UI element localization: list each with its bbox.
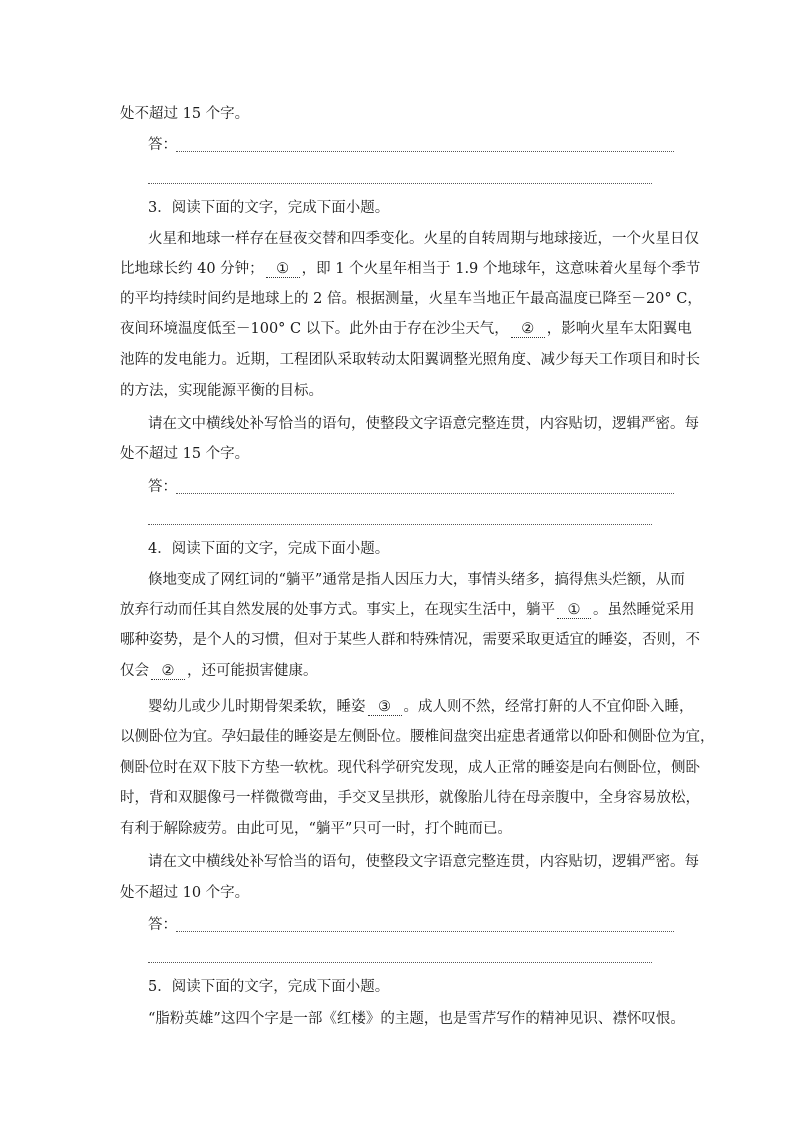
q4-instruction: 处不超过 10 个字。 <box>120 885 250 901</box>
q5-title: 5．阅读下面的文字，完成下面小题。 <box>148 979 390 995</box>
q3-blank-1[interactable]: ① <box>266 261 300 278</box>
q4-para-line <box>120 661 676 681</box>
q3-answer-line-1[interactable] <box>176 493 674 494</box>
q3-blank-2[interactable]: ② <box>511 321 545 338</box>
q2-answer-line-1[interactable] <box>176 151 674 152</box>
q3-para-line: 的方法，实现能源平衡的目标。 <box>120 383 323 399</box>
q3-para-line <box>120 259 701 279</box>
q4-para2-line: 时，背和双腿像弓一样微微弯曲，手交叉呈拱形，就像胎儿待在母亲腹中，全身容易放松， <box>120 790 700 806</box>
q4-blank-2[interactable]: ② <box>151 663 185 680</box>
q3-instruction: 处不超过 15 个字。 <box>120 446 250 462</box>
q3-text: ，即 1 个火星年相当于 1.9 个地球年，这意味着火星每个季节 <box>301 261 701 277</box>
q4-text: 。成人则不然，经常打鼾的人不宜仰卧入睡， <box>403 699 694 715</box>
q3-title: 3．阅读下面的文字，完成下面小题。 <box>148 200 390 216</box>
q4-para2-line <box>148 697 694 717</box>
q3-text: 比地球长约 40 分钟； <box>120 261 264 277</box>
q3-para-line: 火星和地球一样存在昼夜交替和四季变化。火星的自转周期与地球接近，一个火星日仅 <box>148 231 699 247</box>
q4-blank-1[interactable]: ① <box>557 602 591 619</box>
q3-para-line <box>120 319 692 339</box>
q4-title: 4．阅读下面的文字，完成下面小题。 <box>148 541 390 557</box>
q2-answer-line-2[interactable] <box>148 183 652 184</box>
q4-text: 放弃行动而任其自然发展的处事方式。事实上，在现实生活中，躺平 <box>120 602 555 618</box>
q3-instruction: 请在文中横线处补写恰当的语句，使整段文字语意完整连贯，内容贴切，逻辑严密。每 <box>148 416 699 432</box>
q3-text: ，影响火星车太阳翼电 <box>546 321 692 337</box>
q3-text: 夜间环境温度低至－100° C 以下。此外由于存在沙尘天气， <box>120 321 509 337</box>
q4-para2-line: 以侧卧位为宜。孕妇最佳的睡姿是左侧卧位。腰椎间盘突出症患者通常以仰卧和侧卧位为宜， <box>120 729 715 745</box>
q4-para-line <box>120 600 695 620</box>
q4-para-line: 哪种姿势，是个人的习惯，但对于某些人群和特殊情况，需要采取更适宜的睡姿，否则，不 <box>120 632 700 648</box>
q4-answer-line-1[interactable] <box>176 931 674 932</box>
q4-instruction: 请在文中横线处补写恰当的语句，使整段文字语意完整连贯，内容贴切，逻辑严密。每 <box>148 854 699 870</box>
q4-text: 仅会 <box>120 663 149 679</box>
q4-answer-line-2[interactable] <box>148 962 652 963</box>
q4-para2-line: 侧卧位时在双下肢下方垫一软枕。现代科学研究发现，成人正常的睡姿是向右侧卧位，侧卧 <box>120 760 700 776</box>
q4-text: ，还可能损害健康。 <box>187 663 318 679</box>
q4-para-line: 倏地变成了网红词的“躺平”通常是指人因压力大，事情头绪多，搞得焦头烂额，从而 <box>148 572 685 588</box>
q3-answer-label: 答： <box>148 479 177 495</box>
q3-para-line: 池阵的发电能力。近期，工程团队采取转动太阳翼调整光照角度、减少每天工作项目和时长 <box>120 352 700 368</box>
q4-answer-label: 答： <box>148 917 177 933</box>
q4-text: 婴幼儿或少儿时期骨架柔软，睡姿 <box>148 699 366 715</box>
q4-blank-3[interactable]: ③ <box>368 699 402 716</box>
q2-instruction-tail: 处不超过 15 个字。 <box>120 106 250 122</box>
q2-answer-label: 答： <box>148 137 177 153</box>
q3-answer-line-2[interactable] <box>148 524 652 525</box>
q4-para2-line: 有利于解除疲劳。由此可见，“躺平”只可一时，打个盹而已。 <box>120 821 512 837</box>
q4-text: 。虽然睡觉采用 <box>593 602 695 618</box>
q3-para-line: 的平均持续时间约是地球上的 2 倍。根据测量，火星车当地正午最高温度已降至－20° C， <box>120 291 702 307</box>
q5-para-line: “脂粉英雄”这四个字是一部《红楼》的主题，也是雪芹写作的精神见识、襟怀叹恨。 <box>148 1011 685 1027</box>
